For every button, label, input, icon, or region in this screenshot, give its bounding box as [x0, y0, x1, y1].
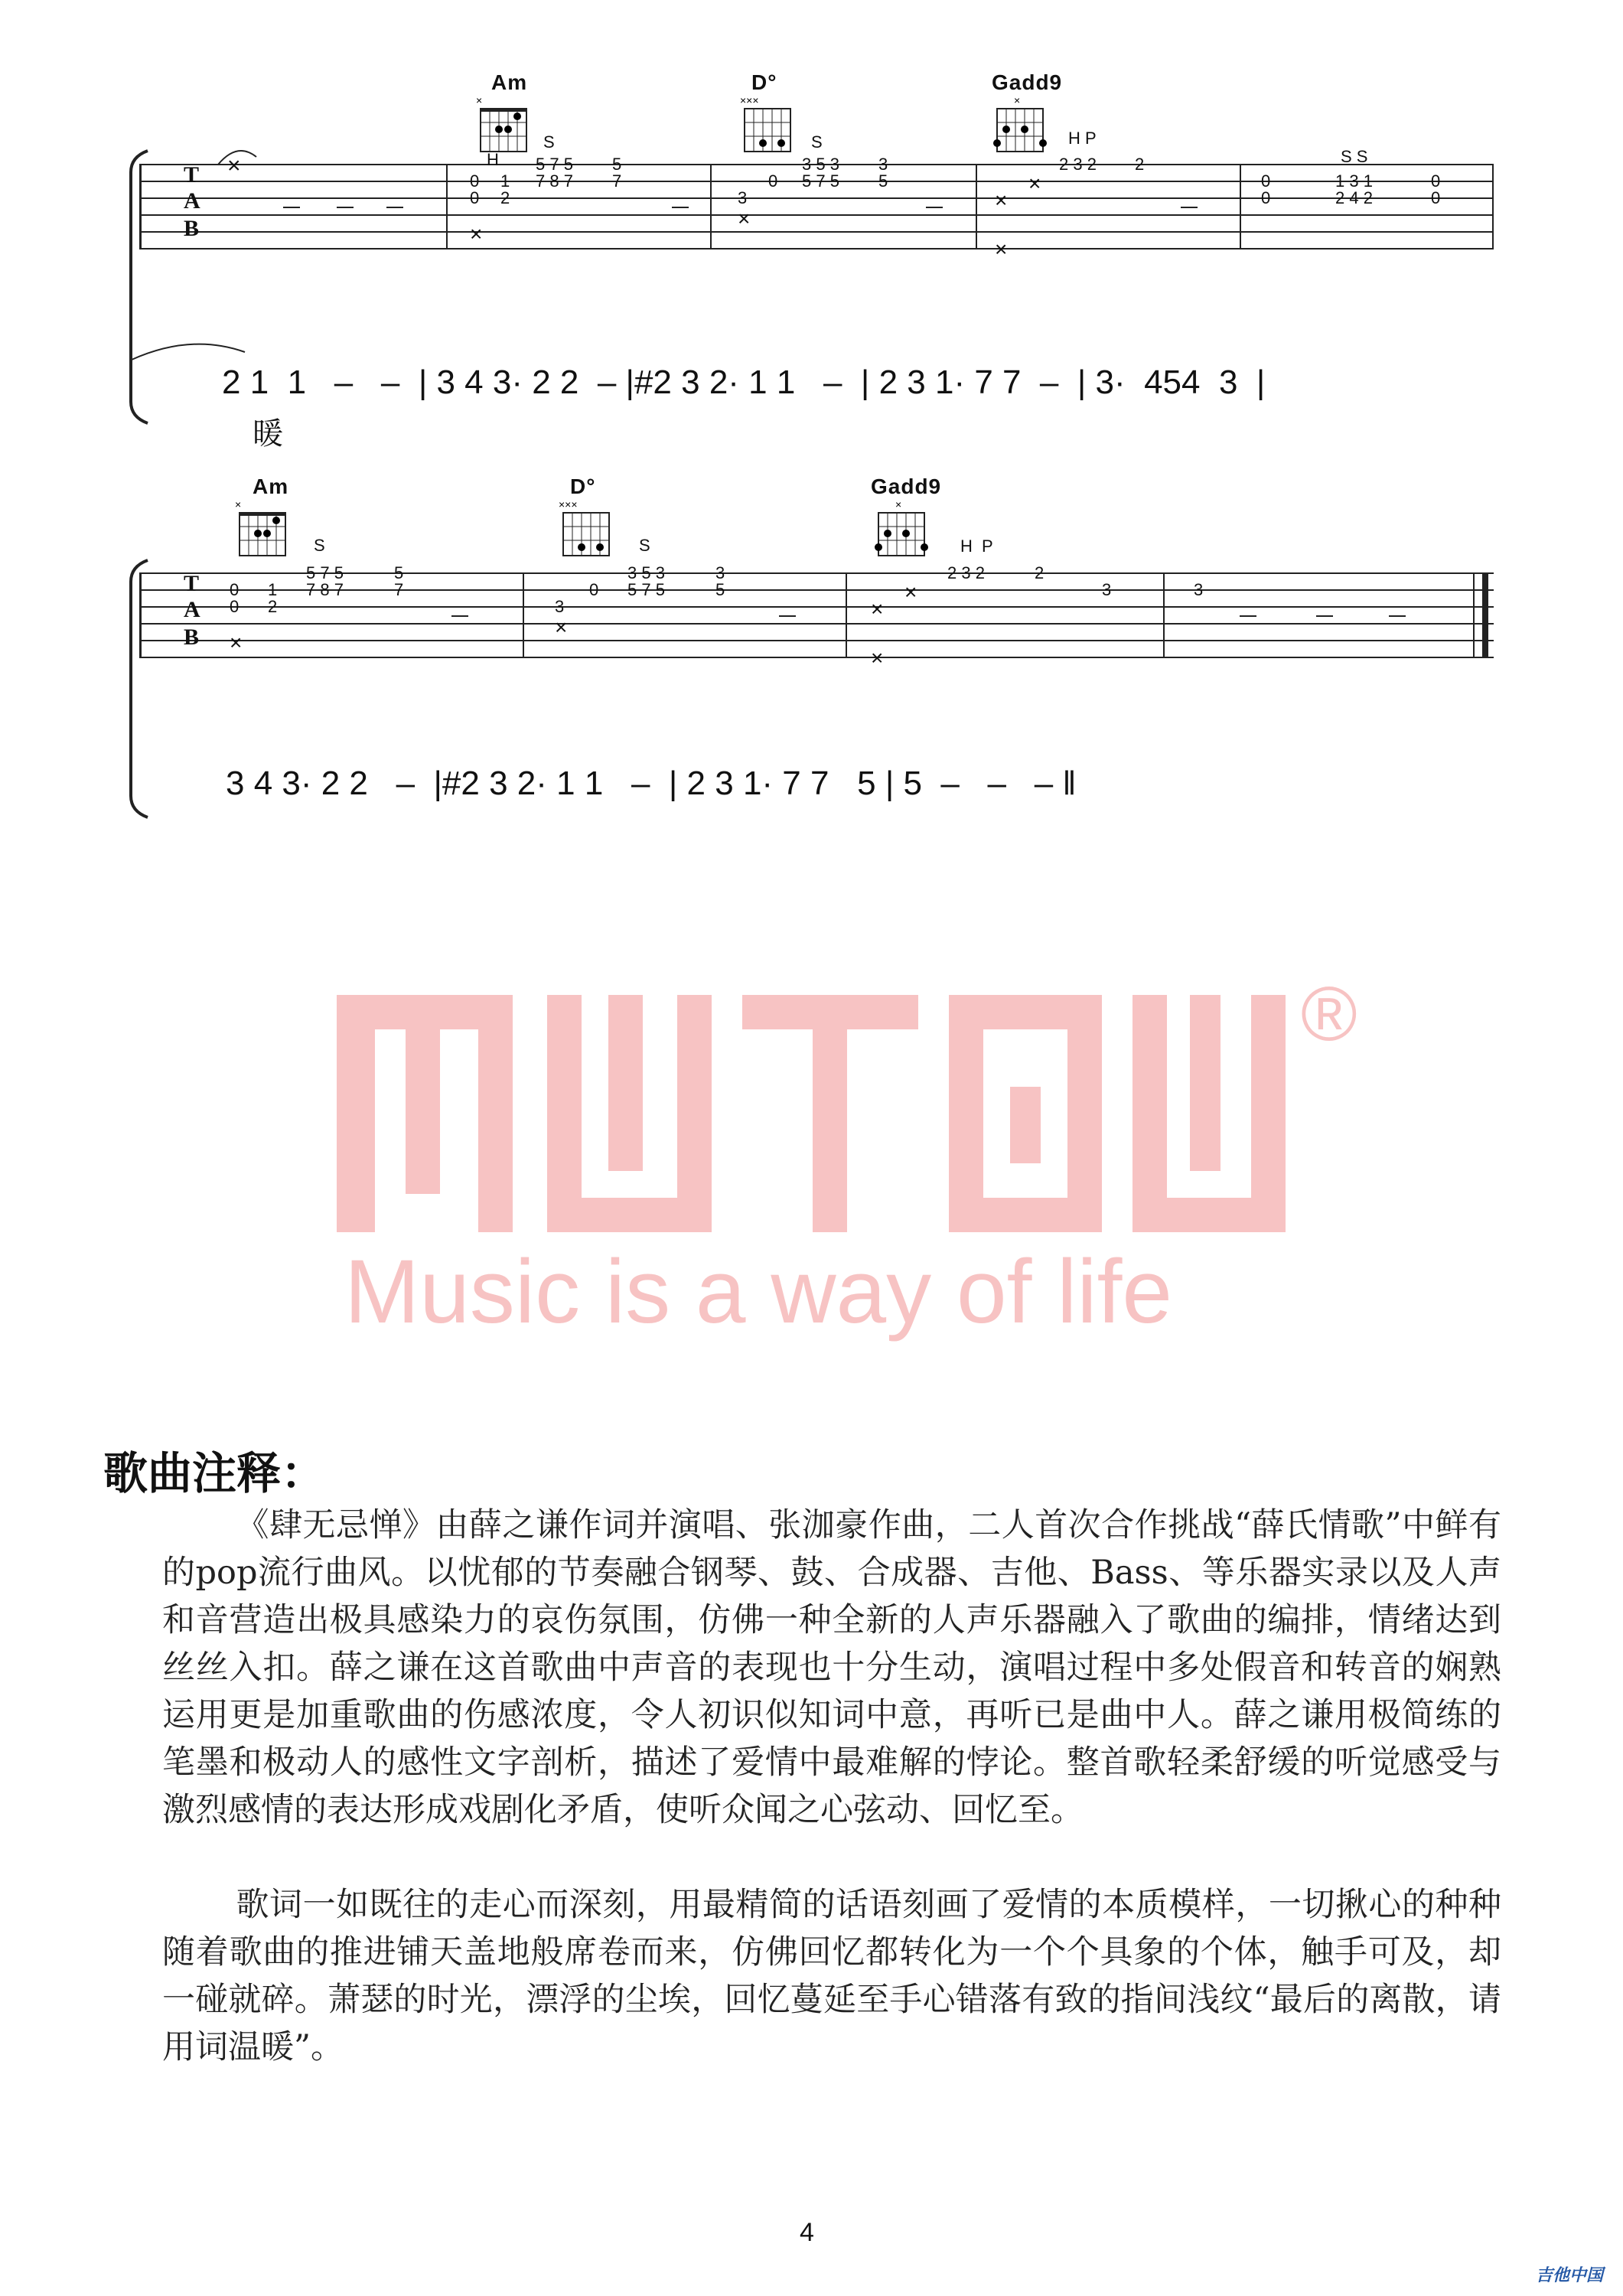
svg-text:×: × — [895, 498, 902, 510]
barline — [446, 164, 448, 249]
tab-line — [139, 231, 1494, 233]
muted-string-x: × — [227, 153, 241, 178]
mutou-logo-icon — [337, 987, 1286, 1247]
tab-line — [139, 248, 1494, 249]
system-bracket — [126, 149, 149, 425]
tech-mark: H — [487, 150, 499, 169]
chord-name: Am — [491, 70, 528, 94]
tab-letter-a: A — [184, 188, 200, 214]
barline — [1240, 164, 1241, 249]
tab-line — [139, 214, 1494, 216]
chord-name: Gadd9 — [992, 70, 1063, 94]
svg-text:×: × — [1014, 94, 1021, 106]
site-logo: 吉他中国 — [1535, 2265, 1603, 2285]
svg-text:×: × — [235, 498, 242, 510]
tab-letter-b: B — [184, 216, 200, 241]
barline — [1492, 164, 1494, 249]
notes-paragraph: 《肆无忌惮》由薛之谦作词并演唱、张泇豪作曲，二人首次合作挑战“薛氏情歌”中鲜有的pop流行曲风。以忧郁的节奏融合钢琴、鼓、合成器、吉他、Bass、等乐器实录以及人声和音营造出极具感染力的哀伤氛围，仿佛一种全新的人声乐器融入了歌曲的编排，情绪达到丝丝入扣。薛之谦在这首歌曲中声音的表现也十分生动，演唱过程中多处假音和转音的娴熟运用更是加重歌曲的伤感浓度，令人初识似知词中意，再听已是曲中人。薛之谦用极简练的笔墨和极动人的感性文字剖析，描述了爱情中最难解的悖论。整首歌轻柔舒缓的听觉感受与激烈感情的表达形成戏剧化矛盾，使听众闻之心弦动、回忆至。 — [162, 1506, 1501, 1829]
svg-text:×××: ××× — [740, 94, 759, 106]
barline — [976, 164, 977, 249]
tech-mark: S — [543, 132, 555, 152]
lyric: 暖 — [253, 416, 283, 452]
tab-line — [139, 197, 1494, 199]
watermark-slogan: Music is a way of life — [344, 1241, 1172, 1342]
tab-letter-t: T — [184, 162, 200, 188]
svg-text:×: × — [476, 94, 483, 106]
notes-title: 歌曲注释： — [103, 1447, 326, 1499]
chord-name: D° — [751, 70, 777, 94]
barline — [139, 164, 142, 249]
barline — [710, 164, 712, 249]
system-bracket — [126, 559, 149, 819]
page-number: 4 — [800, 2218, 814, 2247]
jianpu-notes: 3 4 3· 2 2 – |#2 3 2· 1 1 – | 2 3 1· 7 7 5 | 5 – – – ‖ — [226, 765, 1077, 802]
final-barline — [1473, 572, 1475, 658]
jianpu-notes: 2 1 1 – – | 3 4 3· 2 2 – |#2 3 2· 1 1 – | 2 3 1· 7 7 – | 3· 454 3 | — [222, 364, 1266, 401]
svg-text:×××: ××× — [559, 498, 578, 510]
notes-paragraph: 歌词一如既往的走心而深刻，用最精简的话语刻画了爱情的本质模样，一切揪心的种种随着歌曲的推进铺天盖地般席卷而来，仿佛回忆都转化为一个个具象的个体，触手可及，却一碰就碎。萧瑟的时光，漂浮的尘埃，回忆蔓延至手心错落有致的指间浅纹“最后的离散，请用词温暖”。 — [162, 1886, 1501, 2066]
